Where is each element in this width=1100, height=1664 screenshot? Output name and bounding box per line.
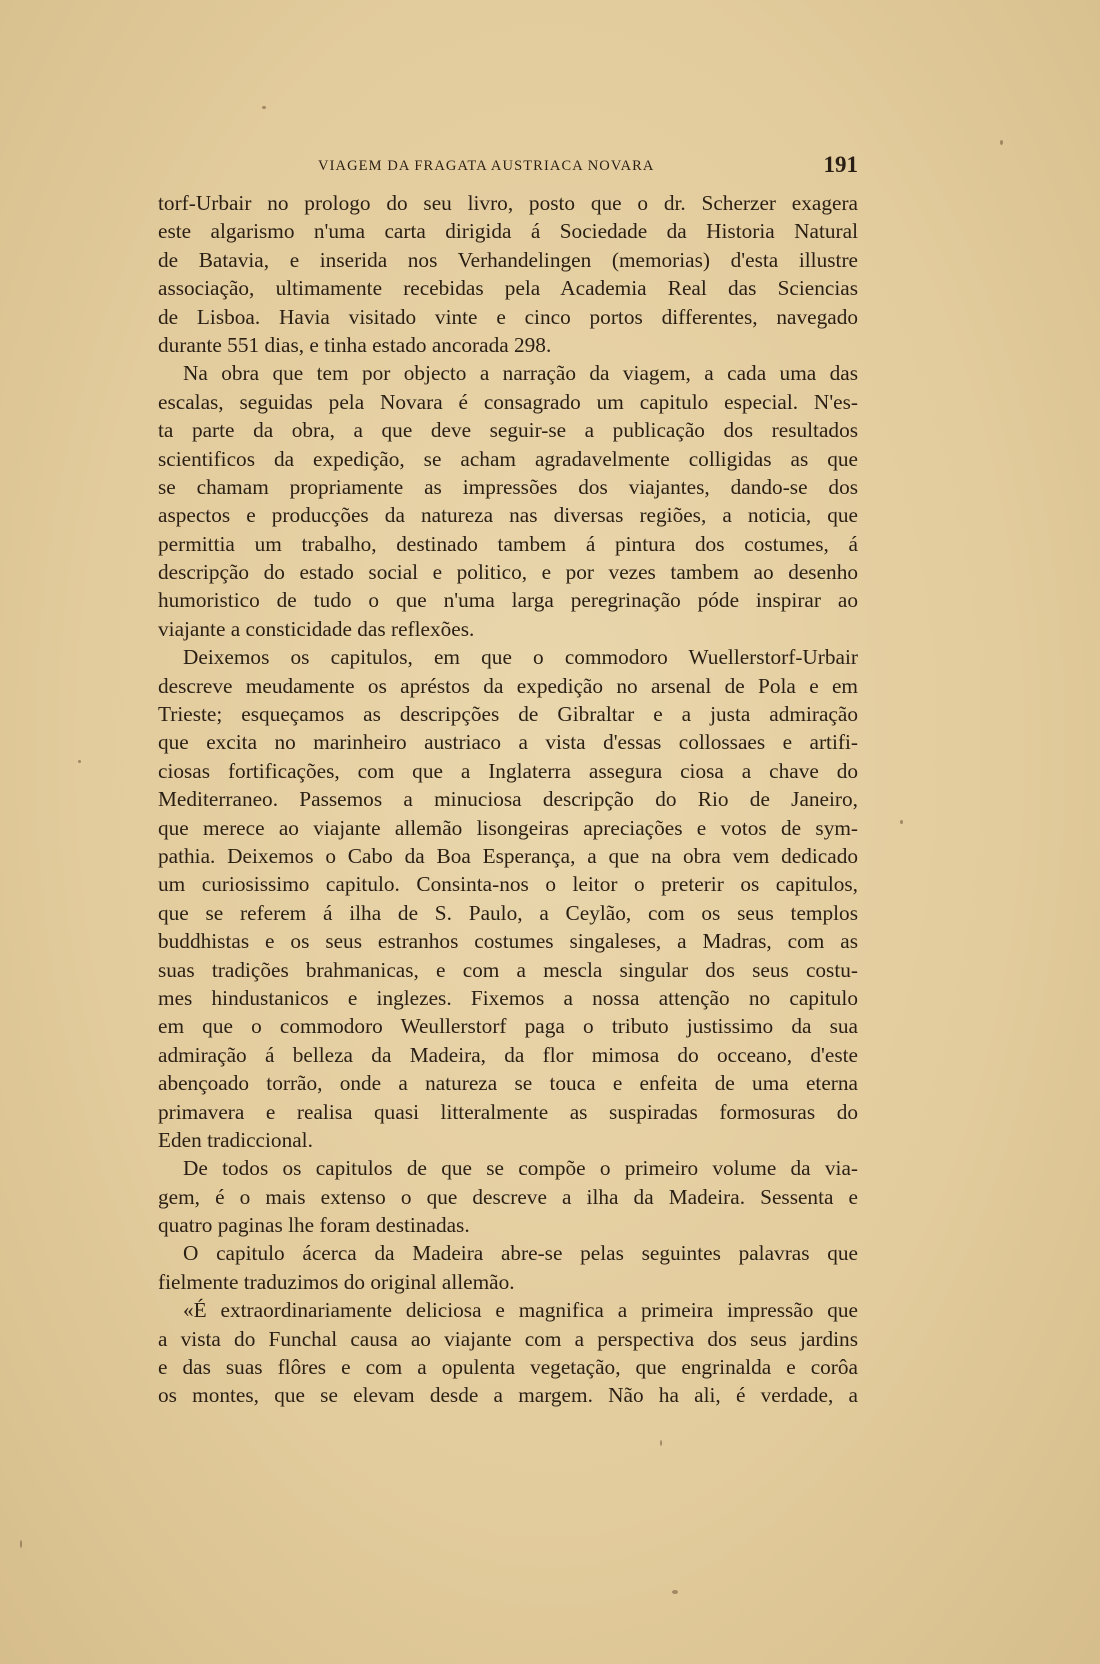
text-line: de Batavia, e inserida nos Verhandelingen (memorias) d'esta illustre (158, 247, 858, 272)
paper-speck (20, 1540, 22, 1548)
paper-speck (900, 820, 903, 824)
text-line: um curiosissimo capitulo. Consinta-nos o leitor o preterir os capitulos, (158, 872, 858, 897)
text-line: Deixemos os capitulos, em que o commodoro Wuellerstorf-Urbair (183, 645, 858, 670)
body-text (158, 189, 858, 1410)
text-line: pathia. Deixemos o Cabo da Boa Esperança, a que na obra vem dedicado (158, 843, 858, 868)
text-line: viajante a consticidade das reflexões. (158, 616, 475, 641)
text-line: suas tradições brahmanicas, e com a mescla singular dos seus costu- (158, 957, 858, 982)
text-line: admiração á belleza da Madeira, da flor mimosa do occeano, d'este (158, 1042, 858, 1067)
paper-speck (1000, 140, 1003, 145)
text-line: este algarismo n'uma carta dirigida á Sociedade da Historia Natural (158, 219, 858, 244)
text-line: Na obra que tem por objecto a narração da viagem, a cada uma das (183, 361, 858, 386)
text-line: aspectos e producções da natureza nas diversas regiões, a noticia, que (158, 503, 858, 528)
text-line: humoristico de tudo o que n'uma larga peregrinação póde inspirar ao (158, 588, 858, 613)
text-line: Trieste; esqueçamos as descripções de Gibraltar e a justa admiração (158, 702, 858, 727)
text-line: quatro paginas lhe foram destinadas. (158, 1213, 470, 1238)
text-line: ciosas fortificações, com que a Inglaterra assegura ciosa a chave do (158, 758, 858, 783)
text-line: de Lisboa. Havia visitado vinte e cinco portos differentes, navegado (158, 304, 858, 329)
text-line: em que o commodoro Weullerstorf paga o tributo justissimo da sua (158, 1014, 858, 1039)
text-line: scientificos da expedição, se acham agradavelmente colligidas as que (158, 446, 858, 471)
text-line: a vista do Funchal causa ao viajante com a perspectiva dos seus jardins (158, 1326, 858, 1351)
text-line: primavera e realisa quasi litteralmente as suspiradas formosuras do (158, 1099, 858, 1124)
text-line: permittia um trabalho, destinado tambem á pintura dos costumes, á (158, 531, 858, 556)
text-line: Eden tradiccional. (158, 1127, 313, 1152)
text-line: De todos os capitulos de que se compõe o primeiro volume da via- (183, 1156, 858, 1181)
paper-speck (262, 106, 266, 109)
text-line: torf-Urbair no prologo do seu livro, posto que o dr. Scherzer exagera (158, 191, 858, 215)
text-line: e das suas flôres e com a opulenta vegetação, que engrinalda e corôa (158, 1355, 858, 1380)
running-title: VIAGEM DA FRAGATA AUSTRIACA NOVARA (318, 158, 655, 174)
text-line: os montes, que se elevam desde a margem. Não ha ali, é verdade, a (158, 1383, 858, 1408)
paper-speck (672, 1590, 678, 1594)
text-line: que excita no marinheiro austriaco a vista d'essas collossaes e artifi- (158, 730, 858, 755)
text-line: que se referem á ilha de S. Paulo, a Ceylão, com os seus templos (158, 900, 858, 925)
text-line: escalas, seguidas pela Novara é consagrado um capitulo especial. N'es- (158, 389, 858, 414)
text-line: Mediterraneo. Passemos a minuciosa descripção do Rio de Janeiro, (158, 787, 858, 812)
text-line: gem, é o mais extenso o que descreve a ilha da Madeira. Sessenta e (158, 1184, 858, 1209)
text-line: mes hindustanicos e inglezes. Fixemos a nossa attenção no capitulo (158, 985, 858, 1010)
text-line: fielmente traduzimos do original allemão. (158, 1269, 515, 1294)
paper-speck (78, 760, 81, 763)
text-line: abençoado torrão, onde a natureza se touca e enfeita de uma eterna (158, 1071, 858, 1096)
text-line: buddhistas e os seus estranhos costumes singaleses, a Madras, com as (158, 929, 858, 954)
text-line: descreve meudamente os apréstos da expedição no arsenal de Pola e em (158, 673, 858, 698)
text-line: durante 551 dias, e tinha estado ancorada 298. (158, 332, 552, 357)
text-line: que merece ao viajante allemão lisongeiras apreciações e votos de sym- (158, 815, 858, 840)
text-line: associação, ultimamente recebidas pela Academia Real das Sciencias (158, 276, 858, 301)
text-line: O capitulo ácerca da Madeira abre-se pelas seguintes palavras que (183, 1241, 858, 1266)
paper-speck (660, 1440, 662, 1446)
text-line: descripção do estado social e politico, e por vezes tambem ao desenho (158, 560, 858, 585)
page-header (158, 150, 858, 180)
text-line: ta parte da obra, a que deve seguir-se a publicação dos resultados (158, 418, 858, 443)
page-number: 191 (823, 152, 858, 177)
text-line: «É extraordinariamente deliciosa e magnifica a primeira impressão que (183, 1298, 858, 1323)
text-line: se chamam propriamente as impressões dos viajantes, dando-se dos (158, 474, 858, 499)
